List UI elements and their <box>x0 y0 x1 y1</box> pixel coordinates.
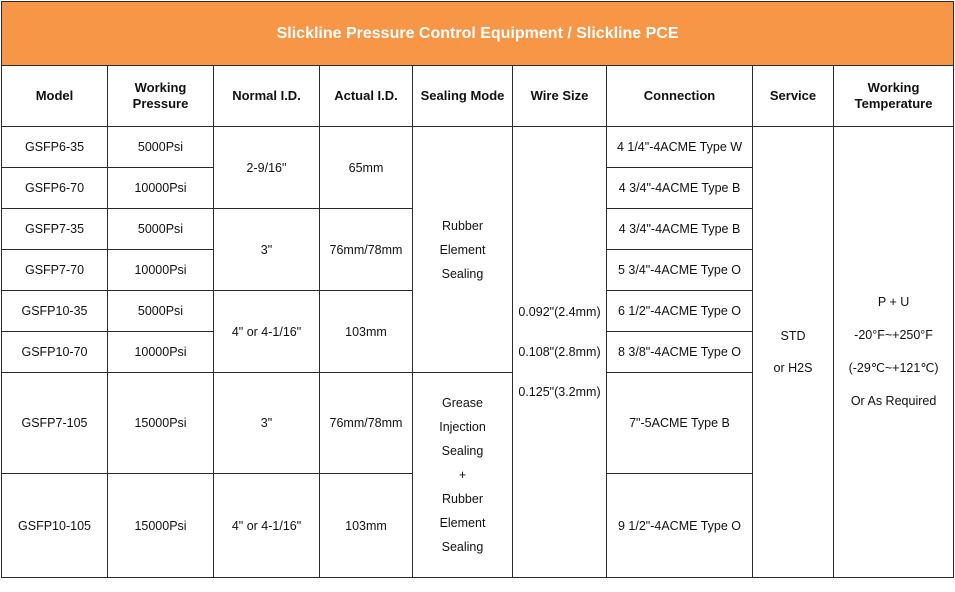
model-cell: GSFP10-35 <box>2 291 108 332</box>
model-cell: GSFP10-105 <box>2 474 108 578</box>
pressure-cell: 15000Psi <box>108 373 214 474</box>
sealing-grease-line: + <box>458 468 467 482</box>
service-line: STD <box>780 329 806 343</box>
connection-cell: 9 1/2"-4ACME Type O <box>607 474 753 578</box>
normal-id-cell: 3" <box>214 373 320 474</box>
connection-cell: 4 1/4"-4ACME Type W <box>607 127 753 168</box>
sealing-rubber-line: Rubber <box>442 218 483 233</box>
sealing-grease-line: Injection <box>439 420 486 434</box>
connection-cell: 6 1/2"-4ACME Type O <box>607 291 753 332</box>
service-line: or H2S <box>773 361 813 375</box>
header-actual-id: Actual I.D. <box>320 66 413 127</box>
connection-cell: 4 3/4"-4ACME Type B <box>607 209 753 250</box>
pressure-cell: 10000Psi <box>108 250 214 291</box>
actual-id-cell: 65mm <box>320 127 413 209</box>
model-cell: GSFP7-35 <box>2 209 108 250</box>
service-cell <box>753 127 834 578</box>
header-working-pressure <box>108 66 214 127</box>
temperature-line: (-29℃~+121℃) <box>848 361 939 375</box>
wire-size-item: 0.092"(2.4mm) <box>518 305 601 319</box>
temperature-cell <box>834 127 954 578</box>
table-title: Slickline Pressure Control Equipment / Slickline PCE <box>2 2 954 66</box>
table-row <box>2 127 954 168</box>
header-service: Service <box>753 66 834 127</box>
connection-cell: 4 3/4"-4ACME Type B <box>607 168 753 209</box>
pressure-cell: 10000Psi <box>108 168 214 209</box>
pressure-cell: 5000Psi <box>108 291 214 332</box>
wire-size-item: 0.125"(3.2mm) <box>518 385 601 399</box>
wire-size-cell <box>513 127 607 578</box>
sealing-grease-line: Rubber <box>442 492 483 506</box>
temperature-line: P + U <box>877 295 910 309</box>
header-connection: Connection <box>607 66 753 127</box>
header-normal-id: Normal I.D. <box>214 66 320 127</box>
normal-id-cell: 2-9/16" <box>214 127 320 209</box>
model-cell: GSFP6-70 <box>2 168 108 209</box>
sealing-rubber-line: Sealing <box>441 266 484 281</box>
sealing-rubber-line: Element <box>439 242 486 257</box>
model-cell: GSFP10-70 <box>2 332 108 373</box>
header-working-temperature-line2: Temperature <box>854 96 933 111</box>
connection-cell: 8 3/8"-4ACME Type O <box>607 332 753 373</box>
temperature-line: -20°F~+250°F <box>854 328 933 342</box>
model-cell: GSFP7-70 <box>2 250 108 291</box>
header-wire-size: Wire Size <box>513 66 607 127</box>
wire-size-item: 0.108"(2.8mm) <box>518 345 601 359</box>
sealing-grease-line: Sealing <box>441 540 484 554</box>
model-cell: GSFP6-35 <box>2 127 108 168</box>
pressure-cell: 5000Psi <box>108 209 214 250</box>
pressure-cell: 15000Psi <box>108 474 214 578</box>
actual-id-cell: 76mm/78mm <box>320 373 413 474</box>
sealing-mode-grease-cell <box>413 373 513 578</box>
normal-id-cell: 4" or 4-1/16" <box>214 474 320 578</box>
normal-id-cell: 4" or 4-1/16" <box>214 291 320 373</box>
header-working-temperature <box>834 66 954 127</box>
sealing-mode-rubber-cell <box>413 127 513 373</box>
pressure-cell: 10000Psi <box>108 332 214 373</box>
sealing-grease-line: Element <box>439 516 486 530</box>
temperature-line: Or As Required <box>850 394 937 408</box>
pressure-cell: 5000Psi <box>108 127 214 168</box>
header-working-pressure-line2: Pressure <box>132 96 189 111</box>
spec-table <box>1 1 954 578</box>
sealing-grease-line: Grease <box>442 396 483 410</box>
sealing-grease-line: Sealing <box>441 444 484 458</box>
header-model: Model <box>2 66 108 127</box>
model-cell: GSFP7-105 <box>2 373 108 474</box>
actual-id-cell: 76mm/78mm <box>320 209 413 291</box>
header-working-temperature-line1: Working <box>867 80 920 95</box>
actual-id-cell: 103mm <box>320 474 413 578</box>
connection-cell: 5 3/4"-4ACME Type O <box>607 250 753 291</box>
normal-id-cell: 3" <box>214 209 320 291</box>
connection-cell: 7"-5ACME Type B <box>607 373 753 474</box>
header-working-pressure-line1: Working <box>134 80 187 95</box>
header-sealing-mode: Sealing Mode <box>413 66 513 127</box>
actual-id-cell: 103mm <box>320 291 413 373</box>
